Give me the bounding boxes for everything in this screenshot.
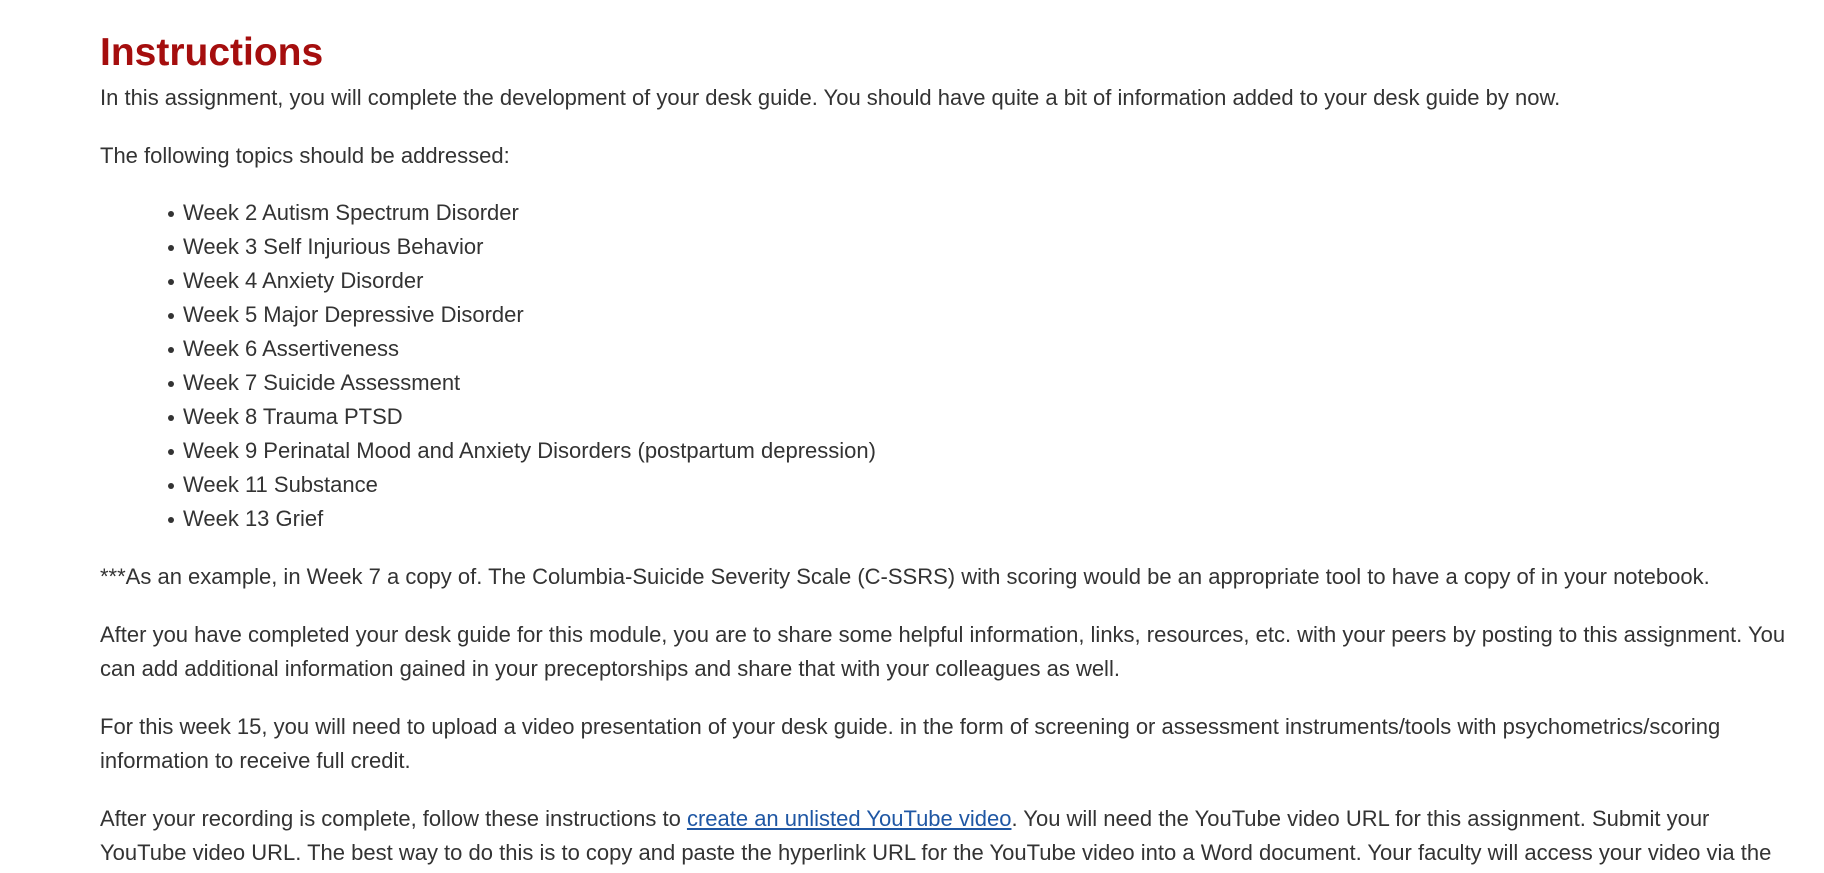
unlisted-youtube-link[interactable]: create an unlisted YouTube video <box>686 806 1012 831</box>
list-item: Week 9 Perinatal Mood and Anxiety Disorders (postpartum depression) <box>183 434 1824 468</box>
recording-line-2: YouTube video URL. The best way to do this is to copy and paste the hyperlink URL for the YouTube video into a Word document. Your faculty will access your video via the <box>100 840 1772 865</box>
list-item: Week 6 Assertiveness <box>183 332 1824 366</box>
recording-paragraph <box>100 802 1824 870</box>
list-item: Week 11 Substance <box>183 468 1824 502</box>
example-paragraph: ***As an example, in Week 7 a copy of. The Columbia-Suicide Severity Scale (C-SSRS) with scoring would be an appropriate tool to have a copy of in your notebook. <box>100 564 1710 589</box>
list-item: Week 3 Self Injurious Behavior <box>183 230 1824 264</box>
recording-text-before-link: After your recording is complete, follow these instructions to <box>100 806 687 831</box>
week15-line-2: information to receive full credit. <box>100 748 411 773</box>
week15-paragraph <box>100 710 1824 778</box>
page-title: Instructions <box>100 31 324 74</box>
list-item: Week 7 Suicide Assessment <box>183 366 1824 400</box>
topics-list <box>100 196 1824 536</box>
instructions-content <box>100 30 1824 870</box>
list-item: Week 8 Trauma PTSD <box>183 400 1824 434</box>
list-item: Week 13 Grief <box>183 502 1824 536</box>
share-line-2: can add additional information gained in your preceptorships and share that with your colleagues as well. <box>100 656 1120 681</box>
recording-text-after-link: . You will need the YouTube video URL for this assignment. Submit your <box>1011 806 1710 831</box>
share-paragraph <box>100 618 1824 686</box>
list-item: Week 2 Autism Spectrum Disorder <box>183 196 1824 230</box>
list-item: Week 5 Major Depressive Disorder <box>183 298 1824 332</box>
week15-line-1: For this week 15, you will need to upload a video presentation of your desk guide. in the form of screening or assessment instruments/tools with psychometrics/scoring <box>100 714 1721 739</box>
intro-paragraph: In this assignment, you will complete the development of your desk guide. You should have quite a bit of information added to your desk guide by now. <box>100 85 1561 110</box>
topics-intro: The following topics should be addressed: <box>100 143 510 168</box>
share-line-1: After you have completed your desk guide for this module, you are to share some helpful information, links, resources, etc. with your peers by posting to this assignment. You <box>100 622 1786 647</box>
list-item: Week 4 Anxiety Disorder <box>183 264 1824 298</box>
